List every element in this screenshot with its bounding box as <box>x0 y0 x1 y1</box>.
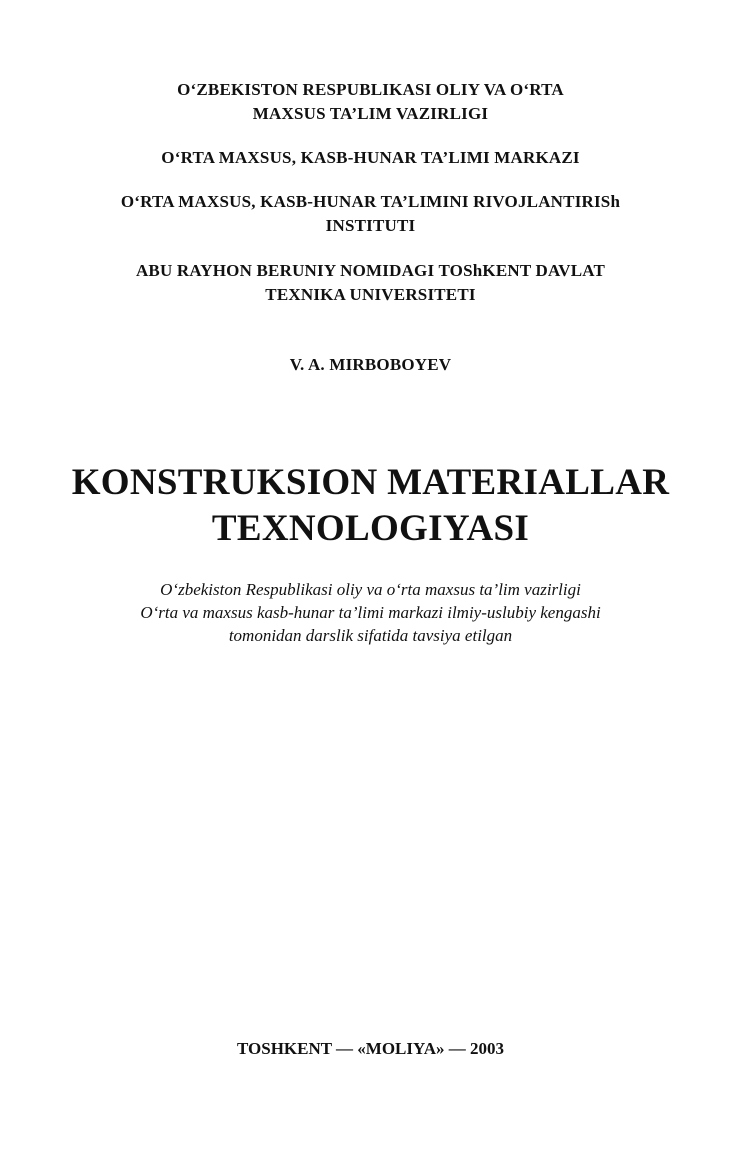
imprint <box>0 1037 741 1061</box>
university-heading <box>0 259 741 307</box>
ministry-line-2: MAXSUS TA’LIM VAZIRLIGI <box>252 104 489 123</box>
book-title <box>0 460 741 552</box>
center-heading <box>0 146 741 170</box>
institute-line-2: INSTITUTI <box>325 216 416 235</box>
imprint-text: TOSHKENT — «MOLIYA» — 2003 <box>236 1039 505 1058</box>
university-line-1: ABU RAYHON BERUNIY NOMIDAGI TOShKENT DAVLAT <box>135 261 606 280</box>
author-text: V. A. MIRBOBOYEV <box>289 355 452 374</box>
ministry-heading <box>0 78 741 126</box>
approval-line-2: O‘rta va maxsus kasb-hunar ta’limi markazi ilmiy-uslubiy kengashi <box>140 603 601 622</box>
approval-line-3: tomonidan darslik sifatida tavsiya etilgan <box>228 626 513 645</box>
institute-heading <box>0 190 741 238</box>
ministry-line-1: O‘ZBEKISTON RESPUBLIKASI OLIY VA O‘RTA <box>177 80 564 99</box>
university-line-2: TEXNIKA UNIVERSITETI <box>265 285 476 304</box>
author-name <box>0 353 741 377</box>
title-line-2: TEXNOLOGIYASI <box>211 508 530 549</box>
institute-line-1: O‘RTA MAXSUS, KASB-HUNAR TA’LIMINI RIVOJLANTIRISh <box>120 192 621 211</box>
center-line: O‘RTA MAXSUS, KASB-HUNAR TA’LIMI MARKAZI <box>161 148 580 167</box>
approval-note <box>0 578 741 647</box>
title-line-1: KONSTRUKSION MATERIALLAR <box>71 462 670 503</box>
approval-line-1: O‘zbekiston Respublikasi oliy va o‘rta maxsus ta’lim vazirligi <box>160 580 581 599</box>
